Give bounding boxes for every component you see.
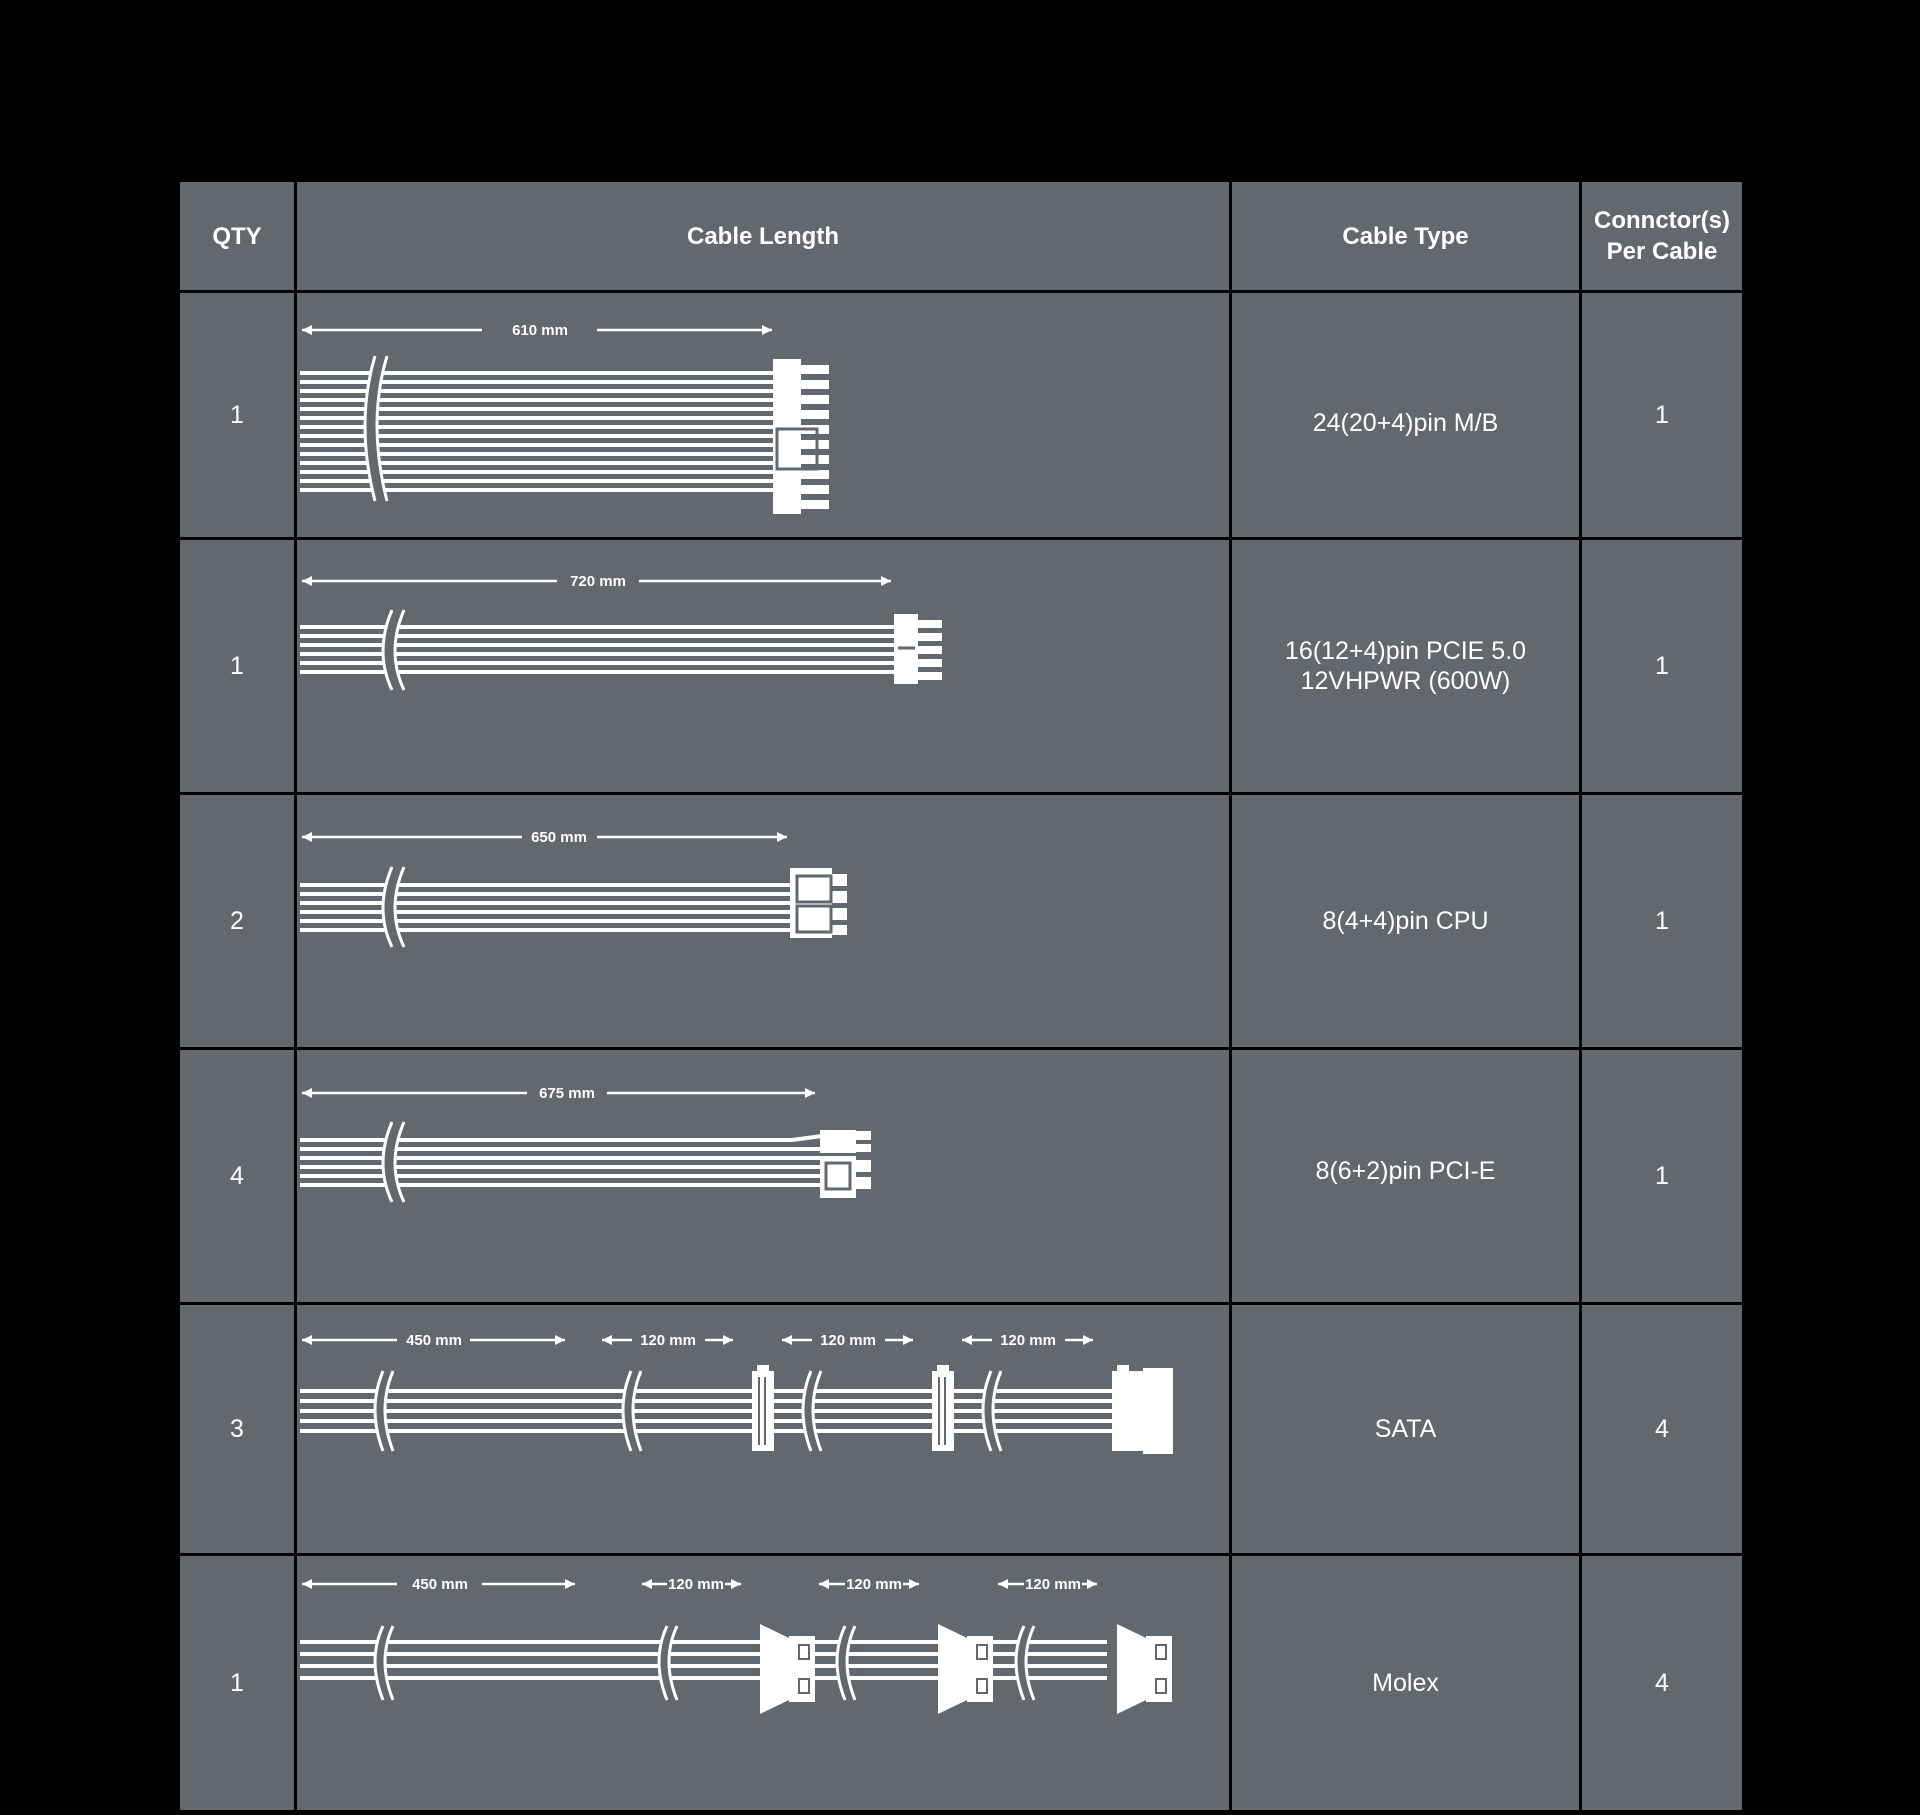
row-4-connectors [1582, 1050, 1742, 1302]
sata-end-connector [1117, 1368, 1173, 1454]
dimension-label: 120 mm [1025, 1576, 1081, 1593]
row-1-connectors [1582, 293, 1742, 537]
dimension-label: 610 mm [512, 322, 568, 339]
eps-8pin-connector-icon [790, 868, 847, 938]
row-2-connectors [1582, 540, 1742, 792]
row-1-cable-drawing [297, 293, 1229, 537]
row-3-cable-type [1232, 795, 1579, 1047]
sata-cable-diagram [297, 1305, 1229, 1553]
row-2-qty [180, 540, 294, 792]
row-2-cable-type [1232, 540, 1579, 792]
atx-24pin-cable-diagram [297, 293, 1229, 537]
atx-24pin-connector-icon [773, 359, 829, 514]
dimension-label: 650 mm [531, 829, 587, 846]
dimension-label: 120 mm [846, 1576, 902, 1593]
cable-type-line1: 8(4+4)pin CPU [1322, 907, 1489, 935]
molex-cable-diagram [297, 1556, 1229, 1810]
cable-type-line1: 16(12+4)pin PCIE 5.0 [1284, 637, 1527, 665]
dimension-label: 450 mm [406, 1332, 462, 1349]
qty-value: 4 [230, 1162, 244, 1190]
header-cable-length [297, 182, 1229, 290]
cable-type-line1: Molex [1372, 1669, 1439, 1697]
cable-type-line1: 24(20+4)pin M/B [1312, 409, 1499, 437]
row-6-cable-drawing [297, 1556, 1229, 1810]
cable-spec-table [180, 182, 1742, 1813]
header-connectors-line2: Per Cable [1606, 238, 1718, 265]
qty-value: 3 [230, 1415, 244, 1443]
header-qty [180, 182, 294, 290]
12vhpwr-connector-icon [894, 614, 942, 684]
qty-value: 2 [230, 907, 244, 935]
qty-value: 1 [230, 401, 244, 429]
header-connectors-line1: Connctor(s) [1594, 207, 1730, 234]
row-5-cable-drawing [297, 1305, 1229, 1553]
row-3-qty [180, 795, 294, 1047]
row-6-qty [180, 1556, 294, 1810]
qty-value: 1 [230, 1669, 244, 1697]
row-6-connectors [1582, 1556, 1742, 1810]
dimension-label: 675 mm [539, 1085, 595, 1102]
connectors-value: 1 [1655, 652, 1669, 680]
row-5-cable-type [1232, 1305, 1579, 1553]
dimension-label: 450 mm [412, 1576, 468, 1593]
eps-8pin-cable-diagram [297, 795, 1229, 1047]
cable-type-line1: SATA [1374, 1415, 1437, 1443]
cable-type-line2: 12VHPWR (600W) [1300, 667, 1511, 695]
header-qty-label: QTY [212, 222, 262, 250]
connectors-value: 4 [1655, 1669, 1669, 1697]
cable-type-line1: 8(6+2)pin PCI-E [1315, 1157, 1496, 1185]
dimension-label: 120 mm [640, 1332, 696, 1349]
header-connectors-per-cable [1582, 182, 1742, 290]
connectors-value: 1 [1655, 1162, 1669, 1190]
pcie-8pin-cable-diagram [297, 1050, 1229, 1302]
header-cable-type-label: Cable Type [1342, 222, 1469, 250]
dimension-label: 120 mm [668, 1576, 724, 1593]
pcie-8pin-connector-icon [820, 1130, 871, 1198]
dimension-label: 720 mm [570, 573, 626, 590]
molex-connector-icon [760, 1624, 1172, 1714]
header-cable-type [1232, 182, 1579, 290]
connectors-value: 1 [1655, 907, 1669, 935]
row-1-cable-type [1232, 293, 1579, 537]
row-4-qty [180, 1050, 294, 1302]
row-4-cable-type [1232, 1050, 1579, 1302]
row-1-qty [180, 293, 294, 537]
row-2-cable-drawing [297, 540, 1229, 792]
row-5-qty [180, 1305, 294, 1553]
row-3-connectors [1582, 795, 1742, 1047]
connectors-value: 4 [1655, 1415, 1669, 1443]
row-6-cable-type [1232, 1556, 1579, 1810]
row-3-cable-drawing [297, 795, 1229, 1047]
qty-value: 1 [230, 652, 244, 680]
12vhpwr-cable-diagram [297, 540, 1229, 792]
row-5-connectors [1582, 1305, 1742, 1553]
dimension-label: 120 mm [820, 1332, 876, 1349]
header-cable-length-label: Cable Length [686, 222, 839, 250]
connectors-value: 1 [1655, 401, 1669, 429]
dimension-label: 120 mm [1000, 1332, 1056, 1349]
row-4-cable-drawing [297, 1050, 1229, 1302]
